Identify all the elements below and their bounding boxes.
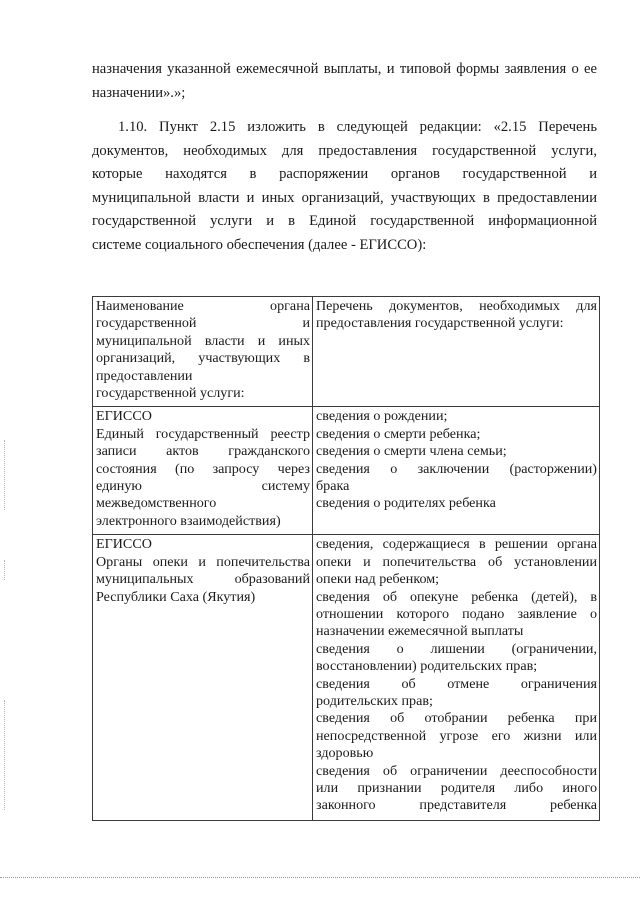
cell-line: сведения о смерти члена семьи; xyxy=(316,443,507,460)
cell-line: сведения об отобрании ребенка при xyxy=(316,710,597,727)
table-cell-documents-header xyxy=(313,297,600,407)
margin-scan-artifact xyxy=(4,440,7,510)
cell-line: записи актов гражданского xyxy=(96,443,310,460)
table-cell-organization-header xyxy=(93,297,313,407)
cell-line: отношении которого подано заявление о xyxy=(316,605,597,622)
cell-line: ЕГИССО xyxy=(96,536,152,553)
text-line: муниципальной власти и иных организаций, участвующих в предоставлении xyxy=(92,189,597,206)
margin-scan-artifact xyxy=(4,700,7,810)
table-cell-documents xyxy=(313,535,600,821)
cell-line: или признании родителя либо иного xyxy=(316,779,597,796)
cell-line: сведения о лишении (ограничении, xyxy=(316,640,597,657)
documents-table xyxy=(92,296,600,821)
cell-line: государственной услуги: xyxy=(96,385,245,402)
text-line: назначении».»; xyxy=(92,84,186,101)
cell-line: опеки и попечительства об установлении xyxy=(316,553,597,570)
cell-line: сведения, содержащиеся в решении органа xyxy=(316,536,597,553)
table-row xyxy=(93,407,600,535)
cell-line: законного представителя ребенка xyxy=(316,797,597,814)
cell-line: сведения об отмене ограничения xyxy=(316,675,597,692)
text-line: системе социального обеспечения (далее - ЕГИССО): xyxy=(92,236,427,253)
margin-scan-artifact xyxy=(4,560,7,580)
text-line: государственной услуги и в Единой государственной информационной xyxy=(92,213,597,229)
text-line: документов, необходимых для предоставления государственной услуги, xyxy=(92,142,597,159)
table-cell-organization xyxy=(93,535,313,821)
cell-line: сведения о рождении; xyxy=(316,408,448,425)
page-bottom-edge xyxy=(0,877,640,878)
cell-line: электронного взаимодействия) xyxy=(96,512,281,529)
cell-line: организаций, участвующих в xyxy=(96,350,310,367)
cell-line: государственной и xyxy=(96,315,310,332)
cell-line: Единый государственный реестр xyxy=(96,425,310,442)
cell-line: сведения о заключении (расторжении) xyxy=(316,460,597,477)
cell-line: сведения об опекуне ребенка (детей), в xyxy=(316,588,597,605)
paragraph-continuation xyxy=(92,58,597,105)
cell-line: назначении ежемесячной выплаты xyxy=(316,623,524,640)
cell-line: опеки над ребенком; xyxy=(316,571,440,588)
text-line: назначения указанной ежемесячной выплаты, и типовой формы заявления о ее xyxy=(92,61,597,77)
table-header-row xyxy=(93,297,600,407)
cell-line: восстановлении) родительских прав; xyxy=(316,658,538,675)
cell-line: родительских прав; xyxy=(316,692,433,709)
text-line: 1.10. Пункт 2.15 изложить в следующей редакции: «2.15 Перечень xyxy=(118,119,597,135)
cell-line: сведения о родителях ребенка xyxy=(316,495,496,512)
cell-line: Органы опеки и попечительства xyxy=(96,553,310,570)
table-cell-organization xyxy=(93,407,313,535)
cell-line: сведения о смерти ребенка; xyxy=(316,425,481,442)
cell-line: единую систему xyxy=(96,478,310,495)
cell-line: Наименование органа xyxy=(96,298,310,314)
cell-line: межведомственного xyxy=(96,495,217,512)
cell-line: предоставления государственной услуги: xyxy=(316,315,564,332)
paragraph-item-1-10 xyxy=(92,116,597,257)
cell-line: здоровью xyxy=(316,745,374,762)
cell-line: состояния (по запросу через xyxy=(96,460,310,477)
table-cell-documents xyxy=(313,407,600,535)
cell-line: ЕГИССО xyxy=(96,408,152,425)
cell-line: Перечень документов, необходимых для xyxy=(316,298,597,314)
text-line: которые находятся в распоряжении органов государственной и xyxy=(92,166,597,182)
cell-line: сведения об ограничении дееспособности xyxy=(316,762,597,779)
cell-line: непосредственной угрозе его жизни или xyxy=(316,727,597,744)
cell-line: Республики Саха (Якутия) xyxy=(96,588,256,605)
cell-line: предоставлении xyxy=(96,367,193,384)
cell-line: муниципальной власти и иных xyxy=(96,332,310,349)
table-row xyxy=(93,535,600,821)
cell-line: муниципальных образований xyxy=(96,571,310,588)
cell-line: брака xyxy=(316,478,350,495)
